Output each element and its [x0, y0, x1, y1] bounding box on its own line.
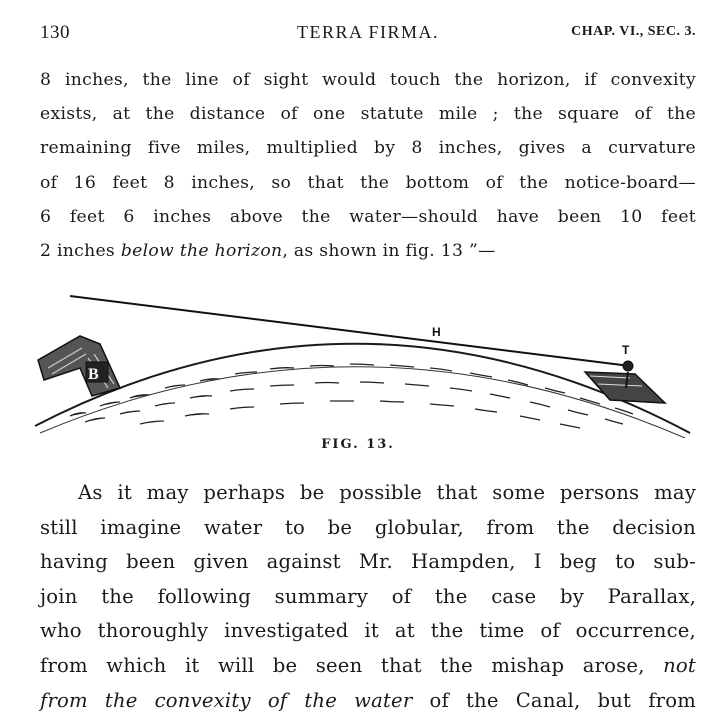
text-line: As it may perhaps be possible that some persons may: [78, 481, 696, 504]
text-line: of 16 feet 8 inches, so that the bottom of the notice-board—: [40, 172, 696, 193]
text-line: remaining five miles, multiplied by 8 inches, gives a curvature: [40, 138, 696, 159]
label-b: B: [88, 366, 99, 383]
italic-phrase: not: [663, 653, 696, 677]
text-line: still imagine water to be globular, from the decision: [40, 515, 696, 539]
text-line: 8 inches, the line of sight would touch the horizon, if convexity: [40, 70, 696, 90]
water-surface-arc: [35, 344, 690, 433]
text-line: from which it will be seen that the mishap arose, not: [40, 653, 696, 677]
label-h: H: [432, 325, 441, 339]
text-line: exists, at the distance of one statute mile ; the square of the: [40, 104, 696, 125]
figure-13: [30, 288, 695, 438]
paragraph-top: [40, 63, 696, 268]
chapter-section: CHAP. VI., SEC. 3.: [571, 24, 696, 39]
boat-and-observer: [585, 361, 665, 403]
page-header: [40, 22, 696, 48]
label-t: T: [622, 343, 630, 357]
paragraph-bottom: [40, 476, 696, 718]
running-title: TERRA FIRMA.: [296, 22, 440, 42]
line-of-sight: [70, 296, 630, 366]
figure-caption: FIG. 13.: [321, 437, 395, 452]
text-line: having been given against Mr. Hampden, I beg to sub-: [40, 550, 696, 574]
bridge-structure: [38, 336, 120, 396]
italic-phrase: from the convexity of the water: [40, 688, 413, 712]
text-line: join the following summary of the case by Parallax,: [40, 584, 696, 608]
text-line: 2 inches below the horizon, as shown in fig. 13 ”—: [40, 240, 496, 261]
italic-phrase: below the horizon: [120, 240, 283, 261]
text-line: who thoroughly investigated it at the time of occurrence,: [40, 619, 696, 643]
curvature-illustration: [30, 288, 695, 438]
text-line: 6 feet 6 inches above the water—should have been 10 feet: [40, 206, 696, 227]
page-number: 130: [40, 22, 70, 43]
text-line: from the convexity of the water of the Canal, but from: [40, 688, 696, 712]
inner-surface-line: [40, 367, 685, 438]
